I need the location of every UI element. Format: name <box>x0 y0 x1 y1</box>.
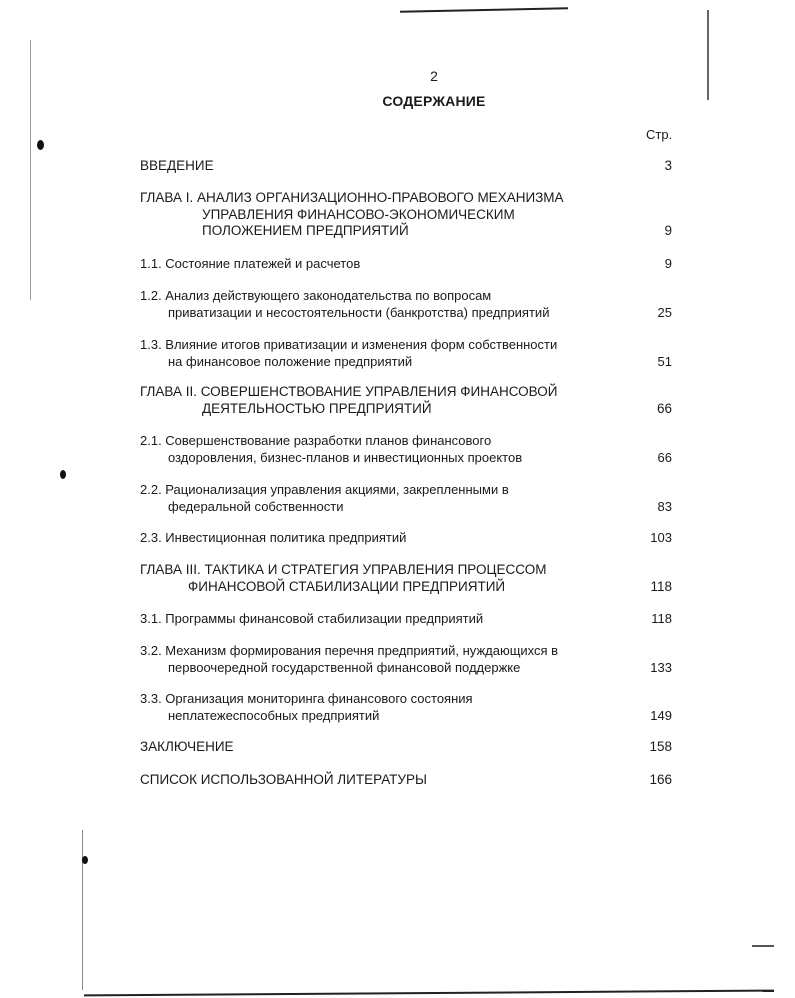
toc-entry-section-2-3 <box>140 530 680 547</box>
toc-entry-text: УПРАВЛЕНИЯ ФИНАНСОВО-ЭКОНОМИЧЕСКИМ <box>202 206 515 222</box>
toc-entry-text: 2.3. Инвестиционная политика предприятий <box>140 530 407 545</box>
toc-entry-text: ГЛАВА II. СОВЕРШЕНСТВОВАНИЕ УПРАВЛЕНИЯ ФИНАНСОВОЙ <box>140 384 558 399</box>
toc-entry-text: 3.1. Программы финансовой стабилизации предприятий <box>140 611 484 626</box>
toc-entry-text: 2.2. Рационализация управления акциями, закрепленными в <box>140 482 509 497</box>
toc-entry-text: федеральной собственности <box>168 498 344 514</box>
toc-entry-page: 51 <box>657 353 672 369</box>
scan-artifact-dot <box>82 856 88 864</box>
scan-artifact-edge <box>707 10 709 100</box>
toc-entry-section-3-2 <box>140 643 680 676</box>
toc-entry-section-1-3 <box>140 337 680 370</box>
toc-entry-text: ВВЕДЕНИЕ <box>140 158 214 173</box>
toc-entry-text: 2.1. Совершенствование разработки планов финансового <box>140 433 492 448</box>
page-column-label: Стр. <box>646 127 673 142</box>
toc-entry-text: 1.3. Влияние итогов приватизации и изменения форм собственности <box>140 337 558 352</box>
toc-entry-chapter-2 <box>140 384 680 417</box>
toc-entry-section-2-2 <box>140 482 680 515</box>
toc-entry-text: 3.2. Механизм формирования перечня предприятий, нуждающихся в <box>140 643 559 658</box>
toc-entry-text: 1.2. Анализ действующего законодательства по вопросам <box>140 288 492 303</box>
scan-artifact-edge <box>82 830 83 990</box>
toc-entry-chapter-1 <box>140 190 680 240</box>
scan-artifact-dot <box>60 470 66 479</box>
toc-entry-text: 1.1. Состояние платежей и расчетов <box>140 256 361 271</box>
toc-entry-page: 158 <box>649 739 672 754</box>
scan-artifact-line <box>84 990 774 997</box>
toc-entry-bibliography <box>140 772 680 789</box>
scan-artifact-dot <box>37 140 44 150</box>
toc-entry-text: ДЕЯТЕЛЬНОСТЬЮ ПРЕДПРИЯТИЙ <box>202 400 432 416</box>
toc-entry-text: неплатежеспособных предприятий <box>168 707 380 723</box>
toc-entry-page: 118 <box>651 611 672 626</box>
toc-entry-page: 9 <box>664 256 672 271</box>
scan-artifact-edge <box>752 945 774 947</box>
toc-entry-text: 3.3. Организация мониторинга финансового состояния <box>140 691 473 706</box>
toc-entry-page: 66 <box>657 449 672 465</box>
toc-entry-text: ПОЛОЖЕНИЕМ ПРЕДПРИЯТИЙ <box>202 223 409 238</box>
toc-entry-text: СПИСОК ИСПОЛЬЗОВАННОЙ ЛИТЕРАТУРЫ <box>140 772 427 787</box>
toc-entry-text: оздоровления, бизнес-планов и инвестиционных проектов <box>168 449 523 465</box>
toc-entry-page: 3 <box>664 158 672 173</box>
page-number: 2 <box>430 68 438 84</box>
toc-entry-page: 66 <box>656 400 672 416</box>
toc-entry-text: ФИНАНСОВОЙ СТАБИЛИЗАЦИИ ПРЕДПРИЯТИЙ <box>188 578 506 594</box>
toc-entry-text: на финансовое положение предприятий <box>168 353 413 369</box>
toc-entry-conclusion <box>140 739 680 756</box>
toc-entry-section-2-1 <box>140 433 680 466</box>
toc-entry-page: 9 <box>664 223 672 238</box>
toc-entry-text: ГЛАВА III. ТАКТИКА И СТРАТЕГИЯ УПРАВЛЕНИЯ ПРОЦЕССОМ <box>140 562 547 577</box>
page-title: СОДЕРЖАНИЕ <box>382 93 486 109</box>
toc-entry-page: 133 <box>650 659 672 675</box>
toc-entry-page: 103 <box>650 530 672 545</box>
toc-entry-chapter-3 <box>140 562 680 595</box>
toc-entry-section-3-1 <box>140 611 680 628</box>
toc-entry-section-1-1 <box>140 256 680 273</box>
toc-entry-page: 166 <box>649 772 672 787</box>
toc-entry-text: ЗАКЛЮЧЕНИЕ <box>140 739 234 754</box>
toc-entry-section-3-3 <box>140 691 680 724</box>
toc-entry-section-1-2 <box>140 288 680 321</box>
scan-artifact-line <box>400 7 568 12</box>
toc-entry-text: ГЛАВА I. АНАЛИЗ ОРГАНИЗАЦИОННО-ПРАВОВОГО МЕХАНИЗМА <box>140 190 564 205</box>
toc-entry-page: 25 <box>657 304 672 320</box>
toc-entry-page: 118 <box>650 578 672 594</box>
toc-entry-page: 149 <box>650 707 672 723</box>
toc-entry-text: первоочередной государственной финансовой поддержке <box>168 659 521 675</box>
toc-entry-page: 83 <box>657 498 672 514</box>
toc-entry-introduction <box>140 158 680 175</box>
toc-entry-text: приватизации и несостоятельности (банкротства) предприятий <box>168 304 550 320</box>
